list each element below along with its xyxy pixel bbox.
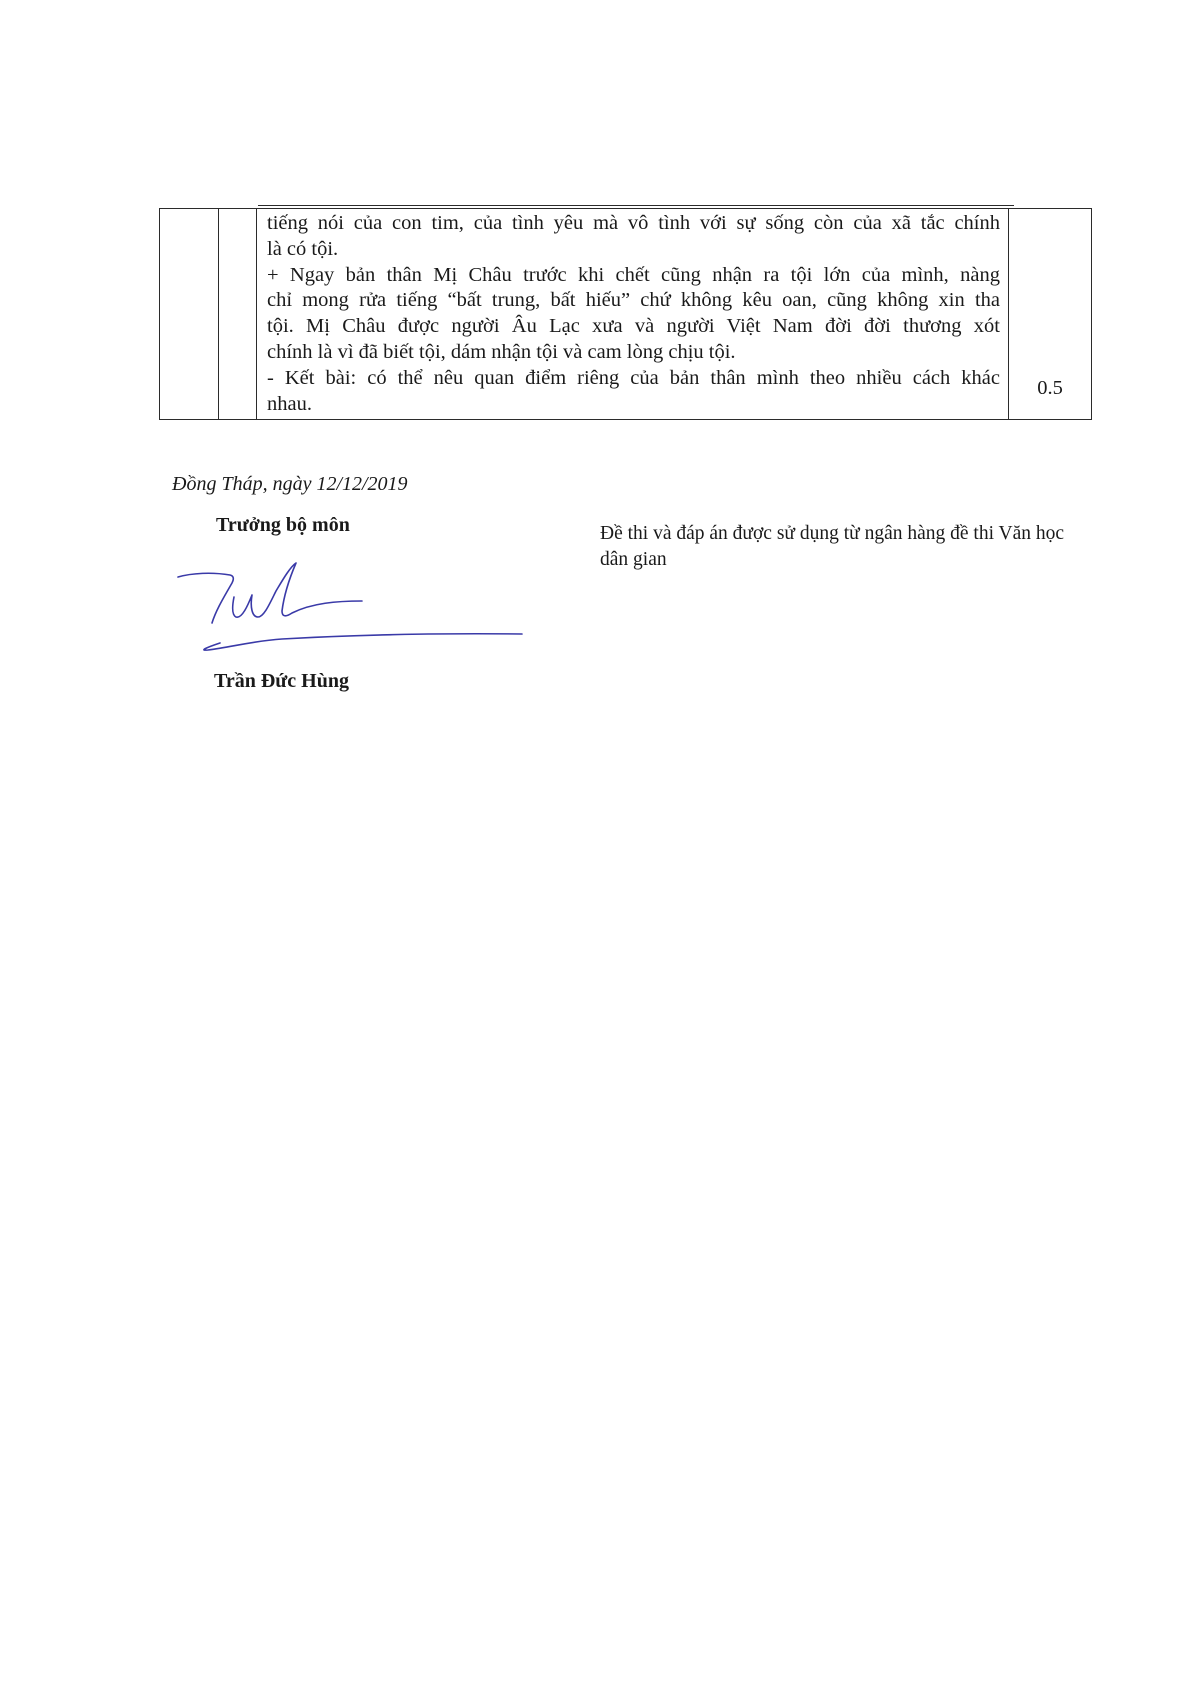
table-row [160, 209, 1092, 420]
signature-image [172, 555, 532, 660]
content-line: chỉ mong rửa tiếng “bất trung, bất hiếu” chứ không kêu oan, cũng không xin tha [267, 289, 1000, 312]
dept-head-title: Trưởng bộ môn [216, 514, 350, 536]
score-value: 0.5 [1037, 377, 1063, 399]
signature-stroke [233, 563, 362, 617]
content-line: - Kết bài: có thể nêu quan điểm riêng của bản thân mình theo nhiều cách khác [267, 366, 1000, 389]
table-top-rule [258, 205, 1014, 206]
content-line: + Ngay bản thân Mị Châu trước khi chết cũng nhận ra tội lớn của mình, nàng [267, 263, 1000, 286]
score-cell [1009, 209, 1092, 420]
answer-content-cell [257, 209, 1009, 420]
place-date: Đồng Tháp, ngày 12/12/2019 [172, 473, 408, 495]
content-line: chính là vì đã biết tội, dám nhận tội và cam lòng chịu tội. [267, 340, 736, 363]
content-line: là có tội. [267, 237, 339, 260]
content-line: nhau. [267, 392, 312, 415]
content-line: tiếng nói của con tim, của tình yêu mà vô tình với sự sống còn của xã tắc chính [267, 212, 1000, 234]
signature-stroke [178, 573, 233, 623]
sub-question-cell [219, 209, 257, 420]
signer-name: Trần Đức Hùng [214, 670, 349, 692]
question-bank-note: Đề thi và đáp án được sử dụng từ ngân hàng đề thi Văn học dân gian [600, 523, 1065, 570]
content-line: tội. Mị Châu được người Âu Lạc xưa và người Việt Nam đời đời thương xót [267, 315, 1000, 338]
signature-stroke [204, 634, 522, 650]
answer-table [159, 208, 1092, 420]
question-number-cell [160, 209, 219, 420]
